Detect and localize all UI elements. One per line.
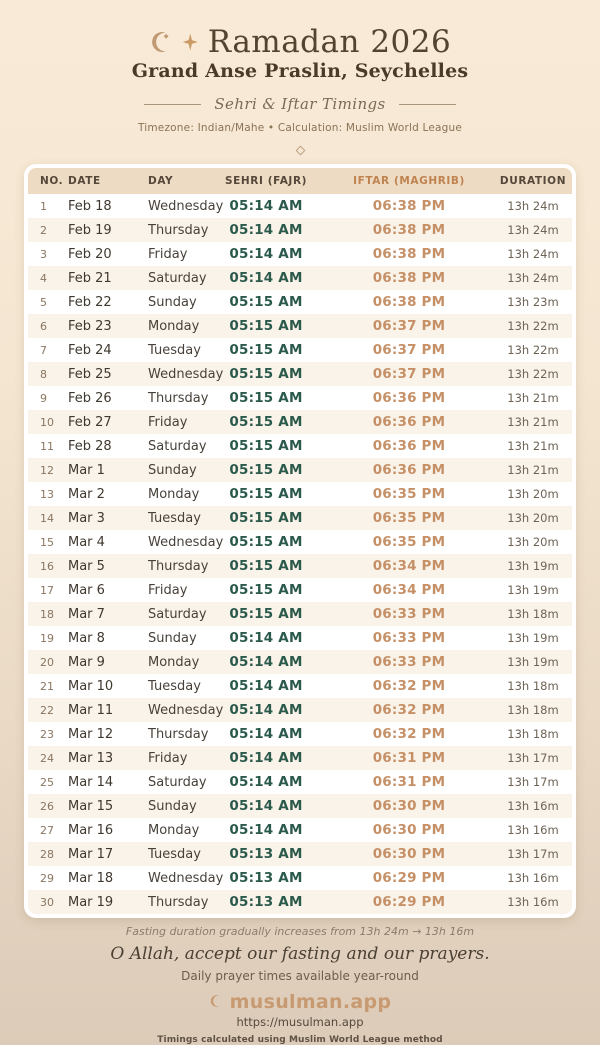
row-duration: 13h 16m	[507, 871, 559, 885]
row-iftar-time: 06:34 PM	[372, 582, 446, 598]
row-day: Saturday	[148, 606, 207, 622]
row-date: Mar 12	[68, 726, 114, 742]
row-sehri-time: 05:15 AM	[229, 582, 303, 598]
row-day: Sunday	[148, 462, 197, 478]
column-header-iftar: IFTAR (MAGHRIB)	[353, 175, 465, 187]
row-date: Feb 23	[68, 318, 112, 334]
row-sehri-time: 05:15 AM	[229, 606, 303, 622]
row-sehri-time: 05:15 AM	[229, 558, 303, 574]
calculation-method-note: Timings calculated using Muslim World League method	[157, 1035, 443, 1045]
row-duration: 13h 22m	[507, 343, 559, 357]
row-day: Sunday	[148, 798, 197, 814]
row-sehri-time: 05:15 AM	[229, 534, 303, 550]
row-number: 6	[40, 319, 47, 333]
row-sehri-time: 05:14 AM	[229, 726, 303, 742]
row-day: Tuesday	[148, 678, 201, 694]
row-number: 28	[40, 847, 54, 861]
column-header-no: NO.	[40, 175, 64, 187]
row-number: 20	[40, 655, 54, 669]
row-sehri-time: 05:15 AM	[229, 366, 303, 382]
row-day: Thursday	[148, 726, 209, 742]
row-day: Thursday	[148, 222, 209, 238]
row-number: 21	[40, 679, 54, 693]
row-date: Mar 19	[68, 894, 114, 910]
row-date: Feb 26	[68, 390, 112, 406]
table-row	[28, 242, 572, 266]
column-header-sehri: SEHRI (FAJR)	[224, 175, 308, 187]
page-title: Ramadan 2026	[207, 23, 452, 60]
row-duration: 13h 19m	[507, 583, 559, 597]
row-iftar-time: 06:33 PM	[372, 630, 446, 646]
row-date: Feb 28	[68, 438, 112, 454]
row-sehri-time: 05:13 AM	[229, 894, 303, 910]
row-sehri-time: 05:15 AM	[229, 438, 303, 454]
row-number: 23	[40, 727, 54, 741]
row-sehri-time: 05:14 AM	[229, 798, 303, 814]
row-number: 19	[40, 631, 54, 645]
row-duration: 13h 21m	[507, 415, 559, 429]
row-duration: 13h 22m	[507, 319, 559, 333]
row-number: 27	[40, 823, 54, 837]
table-row	[28, 338, 572, 362]
row-sehri-time: 05:14 AM	[229, 630, 303, 646]
row-number: 1	[40, 199, 47, 213]
row-iftar-time: 06:29 PM	[372, 870, 446, 886]
row-duration: 13h 21m	[507, 439, 559, 453]
row-sehri-time: 05:15 AM	[229, 486, 303, 502]
row-number: 15	[40, 535, 54, 549]
row-day: Saturday	[148, 774, 207, 790]
row-day: Monday	[148, 654, 200, 670]
table-row	[28, 722, 572, 746]
table-row	[28, 626, 572, 650]
row-number: 30	[40, 895, 54, 909]
table-row	[28, 554, 572, 578]
row-day: Tuesday	[148, 846, 201, 862]
row-sehri-time: 05:13 AM	[229, 870, 303, 886]
row-date: Mar 5	[68, 558, 105, 574]
page-header	[0, 25, 600, 59]
row-iftar-time: 06:36 PM	[372, 438, 446, 454]
row-day: Monday	[148, 486, 200, 502]
table-row	[28, 194, 572, 218]
row-date: Feb 24	[68, 342, 112, 358]
column-header-duration: DURATION	[499, 175, 567, 187]
table-row	[28, 866, 572, 890]
table-row	[28, 818, 572, 842]
row-iftar-time: 06:33 PM	[372, 606, 446, 622]
row-iftar-time: 06:30 PM	[372, 822, 446, 838]
row-sehri-time: 05:14 AM	[229, 774, 303, 790]
row-duration: 13h 24m	[507, 271, 559, 285]
row-duration: 13h 19m	[507, 559, 559, 573]
row-iftar-time: 06:38 PM	[372, 294, 446, 310]
row-day: Friday	[148, 750, 188, 766]
table-row	[28, 650, 572, 674]
row-number: 14	[40, 511, 54, 525]
row-date: Feb 25	[68, 366, 112, 382]
row-date: Mar 2	[68, 486, 105, 502]
row-duration: 13h 22m	[507, 367, 559, 381]
row-sehri-time: 05:15 AM	[229, 294, 303, 310]
table-row	[28, 698, 572, 722]
row-sehri-time: 05:14 AM	[229, 654, 303, 670]
row-iftar-time: 06:35 PM	[372, 510, 446, 526]
row-day: Wednesday	[148, 534, 224, 550]
brand-name: musulman.app	[229, 991, 392, 1013]
table-row	[28, 602, 572, 626]
row-iftar-time: 06:29 PM	[372, 894, 446, 910]
row-iftar-time: 06:31 PM	[372, 750, 446, 766]
row-day: Saturday	[148, 438, 207, 454]
row-date: Mar 3	[68, 510, 105, 526]
row-number: 9	[40, 391, 47, 405]
row-number: 24	[40, 751, 54, 765]
row-sehri-time: 05:15 AM	[229, 390, 303, 406]
row-number: 16	[40, 559, 54, 573]
row-day: Wednesday	[148, 198, 224, 214]
row-number: 2	[40, 223, 47, 237]
row-duration: 13h 16m	[507, 895, 559, 909]
row-duration: 13h 23m	[507, 295, 559, 309]
row-day: Thursday	[148, 390, 209, 406]
row-day: Thursday	[148, 894, 209, 910]
row-sehri-time: 05:15 AM	[229, 462, 303, 478]
timezone-calculation-meta: Timezone: Indian/Mahe • Calculation: Muslim World League	[137, 122, 463, 134]
row-iftar-time: 06:38 PM	[372, 246, 446, 262]
row-iftar-time: 06:38 PM	[372, 222, 446, 238]
row-iftar-time: 06:33 PM	[372, 654, 446, 670]
table-row	[28, 434, 572, 458]
row-date: Mar 10	[68, 678, 114, 694]
row-date: Feb 20	[68, 246, 112, 262]
row-day: Friday	[148, 414, 188, 430]
row-date: Mar 18	[68, 870, 114, 886]
row-date: Feb 27	[68, 414, 112, 430]
row-sehri-time: 05:15 AM	[229, 342, 303, 358]
dua-text: O Allah, accept our fasting and our prayers.	[110, 944, 490, 964]
row-duration: 13h 16m	[507, 799, 559, 813]
row-day: Sunday	[148, 630, 197, 646]
row-duration: 13h 17m	[507, 775, 559, 789]
row-day: Friday	[148, 582, 188, 598]
row-number: 12	[40, 463, 54, 477]
row-sehri-time: 05:14 AM	[229, 750, 303, 766]
row-date: Feb 22	[68, 294, 112, 310]
row-sehri-time: 05:14 AM	[229, 270, 303, 286]
table-body	[28, 194, 572, 914]
row-duration: 13h 18m	[507, 679, 559, 693]
row-number: 11	[40, 439, 54, 453]
row-date: Mar 11	[68, 702, 114, 718]
row-iftar-time: 06:35 PM	[372, 534, 446, 550]
row-sehri-time: 05:14 AM	[229, 678, 303, 694]
row-iftar-time: 06:32 PM	[372, 726, 446, 742]
row-iftar-time: 06:30 PM	[372, 846, 446, 862]
row-number: 29	[40, 871, 54, 885]
row-date: Mar 13	[68, 750, 114, 766]
row-date: Mar 15	[68, 798, 114, 814]
table-row	[28, 482, 572, 506]
row-day: Friday	[148, 246, 188, 262]
row-iftar-time: 06:32 PM	[372, 678, 446, 694]
divider-line-right	[399, 104, 456, 105]
row-number: 10	[40, 415, 54, 429]
crescent-moon-icon	[149, 30, 173, 54]
row-duration: 13h 21m	[507, 463, 559, 477]
table-row	[28, 674, 572, 698]
row-number: 5	[40, 295, 47, 309]
availability-text: Daily prayer times available year-round	[181, 969, 419, 983]
row-iftar-time: 06:36 PM	[372, 390, 446, 406]
row-day: Saturday	[148, 270, 207, 286]
row-day: Monday	[148, 318, 200, 334]
row-sehri-time: 05:14 AM	[229, 822, 303, 838]
row-sehri-time: 05:15 AM	[229, 414, 303, 430]
row-iftar-time: 06:30 PM	[372, 798, 446, 814]
row-iftar-time: 06:36 PM	[372, 462, 446, 478]
divider-line-left	[144, 104, 201, 105]
table-header-row	[28, 168, 572, 194]
row-iftar-time: 06:37 PM	[372, 366, 446, 382]
row-number: 22	[40, 703, 54, 717]
row-date: Feb 21	[68, 270, 112, 286]
row-date: Mar 14	[68, 774, 114, 790]
row-sehri-time: 05:14 AM	[229, 198, 303, 214]
row-sehri-time: 05:14 AM	[229, 702, 303, 718]
row-date: Mar 17	[68, 846, 114, 862]
row-duration: 13h 21m	[507, 391, 559, 405]
column-header-day: DAY	[148, 175, 174, 187]
row-date: Mar 6	[68, 582, 105, 598]
row-duration: 13h 19m	[507, 655, 559, 669]
row-duration: 13h 17m	[507, 847, 559, 861]
row-number: 13	[40, 487, 54, 501]
row-duration: 13h 20m	[507, 535, 559, 549]
row-duration: 13h 20m	[507, 511, 559, 525]
row-date: Mar 4	[68, 534, 105, 550]
sparkle-icon	[183, 34, 198, 51]
table-row	[28, 218, 572, 242]
table-row	[28, 266, 572, 290]
table-row	[28, 386, 572, 410]
row-date: Mar 7	[68, 606, 105, 622]
table-row	[28, 290, 572, 314]
row-day: Thursday	[148, 558, 209, 574]
row-iftar-time: 06:38 PM	[372, 198, 446, 214]
row-date: Mar 1	[68, 462, 105, 478]
row-day: Tuesday	[148, 342, 201, 358]
row-day: Wednesday	[148, 366, 224, 382]
timings-label: Sehri & Iftar Timings	[214, 95, 386, 113]
row-duration: 13h 19m	[507, 631, 559, 645]
row-sehri-time: 05:13 AM	[229, 846, 303, 862]
row-number: 4	[40, 271, 47, 285]
row-iftar-time: 06:38 PM	[372, 270, 446, 286]
row-sehri-time: 05:14 AM	[229, 222, 303, 238]
row-iftar-time: 06:37 PM	[372, 318, 446, 334]
row-duration: 13h 24m	[507, 247, 559, 261]
row-iftar-time: 06:35 PM	[372, 486, 446, 502]
row-duration: 13h 24m	[507, 223, 559, 237]
row-duration: 13h 20m	[507, 487, 559, 501]
row-date: Mar 9	[68, 654, 105, 670]
row-duration: 13h 18m	[507, 703, 559, 717]
row-duration: 13h 24m	[507, 199, 559, 213]
row-date: Mar 16	[68, 822, 114, 838]
table-row	[28, 890, 572, 914]
table-row	[28, 314, 572, 338]
row-iftar-time: 06:37 PM	[372, 342, 446, 358]
table-row	[28, 530, 572, 554]
table-row	[28, 746, 572, 770]
brand-url: https://musulman.app	[236, 1015, 364, 1029]
row-day: Wednesday	[148, 702, 224, 718]
row-duration: 13h 18m	[507, 607, 559, 621]
row-number: 25	[40, 775, 54, 789]
row-day: Monday	[148, 822, 200, 838]
row-number: 17	[40, 583, 54, 597]
table-row	[28, 794, 572, 818]
row-iftar-time: 06:36 PM	[372, 414, 446, 430]
timings-table-card	[24, 164, 576, 918]
row-day: Tuesday	[148, 510, 201, 526]
row-date: Feb 18	[68, 198, 112, 214]
brand-lockup	[0, 991, 600, 1013]
brand-crescent-icon	[209, 993, 223, 1012]
row-day: Sunday	[148, 294, 197, 310]
section-divider	[0, 95, 600, 113]
table-row	[28, 578, 572, 602]
row-number: 26	[40, 799, 54, 813]
row-iftar-time: 06:32 PM	[372, 702, 446, 718]
row-date: Feb 19	[68, 222, 112, 238]
location-subtitle: Grand Anse Praslin, Seychelles	[131, 60, 469, 82]
duration-trend-note: Fasting duration gradually increases from 13h 24m → 13h 16m	[125, 925, 475, 938]
row-duration: 13h 16m	[507, 823, 559, 837]
row-duration: 13h 17m	[507, 751, 559, 765]
row-date: Mar 8	[68, 630, 105, 646]
row-sehri-time: 05:14 AM	[229, 246, 303, 262]
table-row	[28, 362, 572, 386]
row-iftar-time: 06:31 PM	[372, 774, 446, 790]
column-header-date: DATE	[68, 175, 101, 187]
row-iftar-time: 06:34 PM	[372, 558, 446, 574]
diamond-ornament-icon	[295, 146, 305, 156]
table-row	[28, 506, 572, 530]
row-number: 8	[40, 367, 47, 381]
row-number: 3	[40, 247, 47, 261]
table-row	[28, 842, 572, 866]
row-number: 7	[40, 343, 47, 357]
table-row	[28, 458, 572, 482]
table-row	[28, 770, 572, 794]
table-row	[28, 410, 572, 434]
row-number: 18	[40, 607, 54, 621]
row-sehri-time: 05:15 AM	[229, 318, 303, 334]
row-duration: 13h 18m	[507, 727, 559, 741]
row-day: Wednesday	[148, 870, 224, 886]
row-sehri-time: 05:15 AM	[229, 510, 303, 526]
